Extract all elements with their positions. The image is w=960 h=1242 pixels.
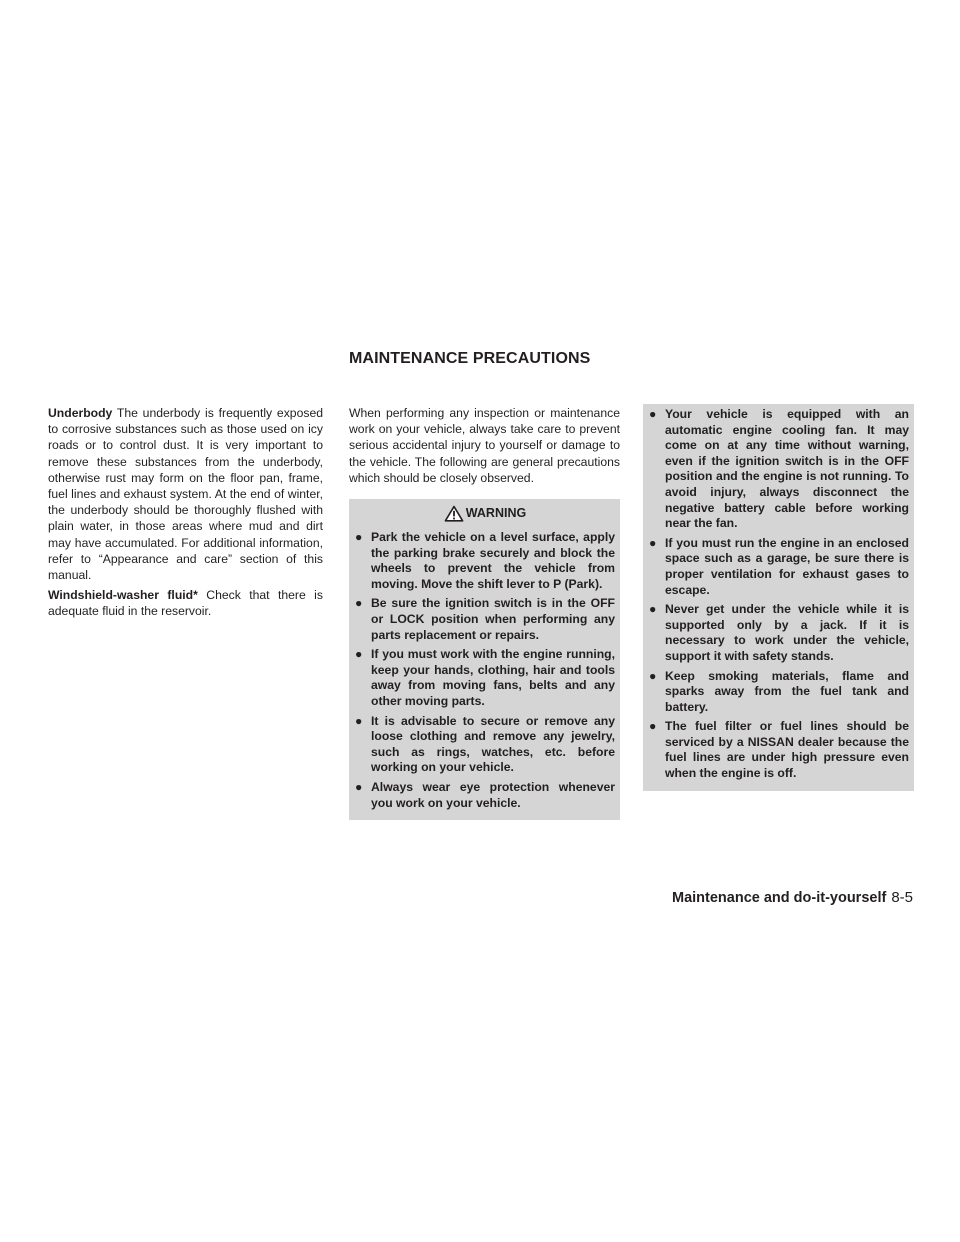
warning-item [649,669,909,716]
warning-item [649,719,909,781]
intro-paragraph: When performing any inspection or maintenance work on your vehicle, always take care to prevent serious accidental injury to yourself or damage to the vehicle. The following are general precautions which should be closely observed. [349,406,620,485]
warning-item [649,407,909,532]
warning-triangle-icon [444,505,464,522]
warning-item-text: If you must work with the engine running, keep your hands, clothing, hair and tools away from moving fans, belts and any other moving parts. [371,647,615,708]
warning-item-text: Park the vehicle on a level surface, apply the parking brake securely and block the wheels to prevent the vehicle from moving. Move the shift lever to P (Park). [371,530,615,591]
warning-item [355,647,615,709]
bullet-dot-icon: ● [649,407,657,421]
warning-label: WARNING [465,505,527,520]
underbody-paragraph [48,405,323,583]
warning-item-text: Your vehicle is equipped with an automatic engine cooling fan. It may come on at any time without warning, even if the ignition switch is in the OFF position and the engine is not running. To avoid injury, always disconnect the negative battery cable before working near the fan. [665,407,909,531]
bullet-dot-icon: ● [649,602,657,617]
washer-text: Check that there is adequate fluid in the reservoir. [48,588,323,619]
warning-box [349,499,620,820]
warning-item-text: If you must run the engine in an enclosed space such as a garage, be sure there is proper ventilation for exhaust gases to escape. [665,535,909,597]
chapter-title: Maintenance and do-it-yourself [672,890,887,906]
warning-box-continued [643,404,914,791]
section-title: MAINTENANCE PRECAUTIONS [349,350,591,367]
left-column [48,405,323,624]
warning-item [649,602,909,664]
bullet-dot-icon: ● [649,535,657,550]
warning-item [355,596,615,643]
warning-item-text: It is advisable to secure or remove any loose clothing and remove any jewelry, such as rings, watches, etc. before working on your vehicle. [371,713,615,775]
bullet-dot-icon: ● [649,668,657,683]
warning-item-text: Never get under the vehicle while it is supported only by a jack. If it is necessary to work under the vehicle, support it with safety stands. [665,602,909,663]
bullet-dot-icon: ● [355,713,363,728]
underbody-term: Underbody [48,406,113,420]
warning-list-right [649,407,909,782]
page-number: 8-5 [891,889,913,906]
washer-term: Windshield-washer fluid* [48,588,198,603]
warning-item [355,714,615,776]
underbody-text: The underbody is frequently exposed to corrosive substances such as those used on icy roads or to control dust. It is very important to remove these substances from the underbody, otherwise rust may form on the floor pan, frame, fuel lines and exhaust system. At the end of winter, the underbody should be thoroughly flushed with plain water, in those areas where mud and dirt may have accumulated. For additional information, refer to “Appearance and care” section of this manual. [48,406,323,583]
warning-item [355,530,615,592]
bullet-dot-icon: ● [649,719,657,734]
bullet-dot-icon: ● [355,647,363,662]
warning-list-left [355,530,615,811]
warning-item-text: Keep smoking materials, flame and sparks away from the fuel tank and battery. [665,668,909,714]
washer-paragraph [48,587,323,619]
bullet-dot-icon: ● [355,779,363,794]
warning-item [649,536,909,598]
warning-item [355,780,615,811]
bullet-dot-icon: ● [355,530,363,545]
warning-item-text: Be sure the ignition switch is in the OFF or LOCK position when performing any parts replacement or repairs. [371,596,615,642]
middle-column [349,405,620,820]
warning-item-text: Always wear eye protection whenever you work on your vehicle. [371,779,615,810]
page-footer [672,889,913,906]
warning-header [355,503,615,523]
warning-item-text: The fuel filter or fuel lines should be serviced by a NISSAN dealer because the fuel lines are under high pressure even when the engine is off. [665,719,909,781]
bullet-dot-icon: ● [355,596,363,611]
